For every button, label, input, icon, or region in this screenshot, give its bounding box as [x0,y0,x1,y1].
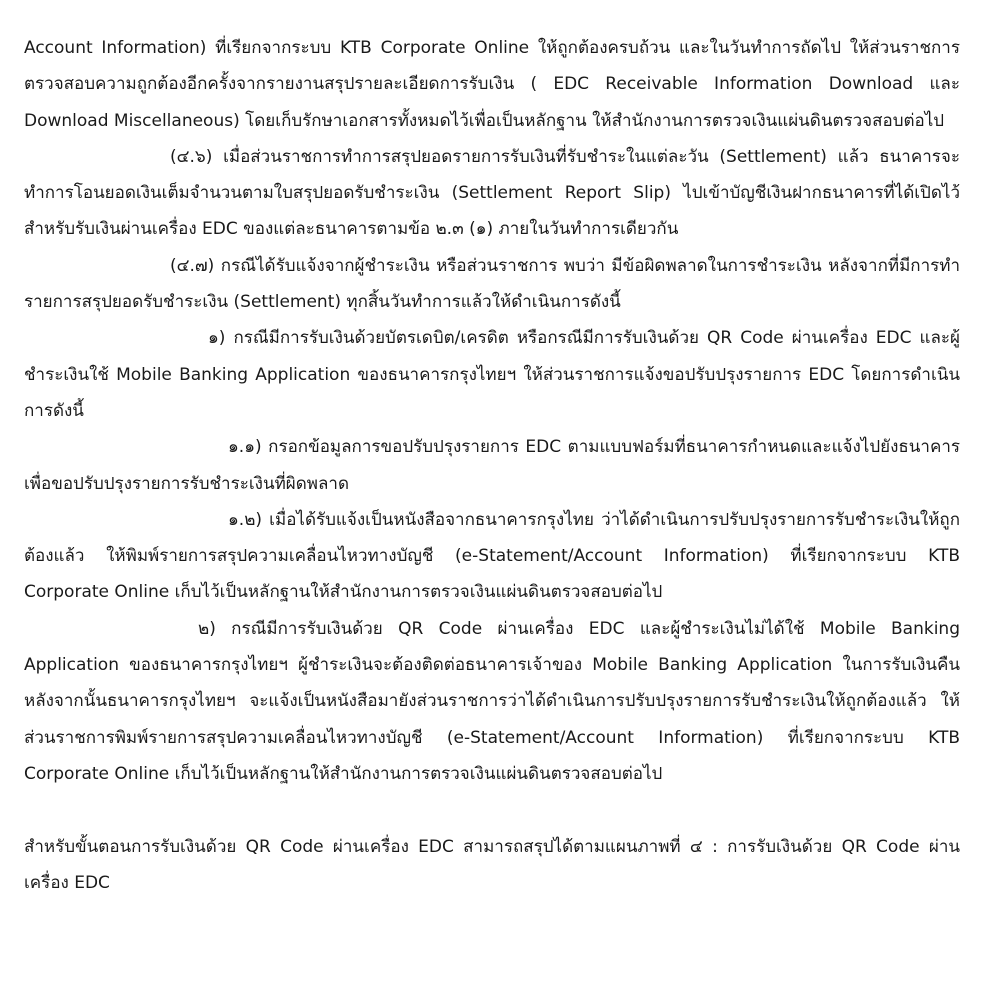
paragraph-4-6: (๔.๖) เมื่อส่วนราชการทำการสรุปยอดรายการรับเงินที่รับชำระในแต่ละวัน (Settlement) แล้ว ธนาคารจะทำการโอนยอดเงินเต็มจำนวนตามใบสรุปยอดรับชำระเงิน (Settlement Report Slip) ไปเข้าบัญชีเงินฝากธนาคารที่ได้เปิดไว้สำหรับรับเงินผ่านเครื่อง EDC ของแต่ละธนาคารตามข้อ ๒.๓ (๑) ภายในวันทำการเดียวกัน [24,146,960,240]
paragraph-item-1: ๑) กรณีมีการรับเงินด้วยบัตรเดบิต/เครดิต หรือกรณีมีการรับเงินด้วย QR Code ผ่านเครื่อง EDC และผู้ชำระเงินใช้ Mobile Banking Application ของธนาคารกรุงไทยฯ ให้ส่วนราชการแจ้งขอปรับปรุงรายการ EDC โดยการดำเนินการดังนี้ [24,328,960,421]
document-page [24,30,960,901]
paragraph-item-2: ๒) กรณีมีการรับเงินด้วย QR Code ผ่านเครื่อง EDC และผู้ชำระเงินไม่ได้ใช้ Mobile Banking Application ของธนาคารกรุงไทยฯ ผู้ชำระเงินจะต้องติดต่อธนาคารเจ้าของ Mobile Banking Application ในการรับเงินคืน หลังจากนั้นธนาคารกรุงไทยฯ จะแจ้งเป็นหนังสือมายังส่วนราชการว่าได้ดำเนินการปรับปรุงรายการรับชำระเงินให้ถูกต้องแล้ว ให้ส่วนราชการพิมพ์รายการสรุปความเคลื่อนไหวทางบัญชี (e-Statement/Account Information) ที่เรียกจากระบบ KTB Corporate Online เก็บไว้เป็นหลักฐานให้สำนักงานการตรวจเงินแผ่นดินตรวจสอบต่อไป [24,618,960,784]
paragraph-gap [24,792,960,828]
paragraph-summary: สำหรับขั้นตอนการรับเงินด้วย QR Code ผ่านเครื่อง EDC สามารถสรุปได้ตามแผนภาพที่ ๔ : การรับเงินด้วย QR Code ผ่านเครื่อง EDC [24,836,960,893]
paragraph-continuation: Account Information) ที่เรียกจากระบบ KTB Corporate Online ให้ถูกต้องครบถ้วน และในวันทำการถัดไป ให้ส่วนราชการตรวจสอบความถูกต้องอีกครั้งจากรายงานสรุปรายละเอียดการรับเงิน ( EDC Receivable Information Download และ Download Miscellaneous) โดยเก็บรักษาเอกสารทั้งหมดไว้เพื่อเป็นหลักฐาน ให้สำนักงานการตรวจเงินแผ่นดินตรวจสอบต่อไป [24,38,960,131]
paragraph-item-1-2: ๑.๒) เมื่อได้รับแจ้งเป็นหนังสือจากธนาคารกรุงไทย ว่าได้ดำเนินการปรับปรุงรายการรับชำระเงินให้ถูกต้องแล้ว ให้พิมพ์รายการสรุปความเคลื่อนไหวทางบัญชี (e-Statement/Account Information) ที่เรียกจากระบบ KTB Corporate Online เก็บไว้เป็นหลักฐานให้สำนักงานการตรวจเงินแผ่นดินตรวจสอบต่อไป [24,509,960,603]
paragraph-4-7: (๔.๗) กรณีได้รับแจ้งจากผู้ชำระเงิน หรือส่วนราชการ พบว่า มีข้อผิดพลาดในการชำระเงิน หลังจากที่มีการทำรายการสรุปยอดรับชำระเงิน (Settlement) ทุกสิ้นวันทำการแล้วให้ดำเนินการดังนี้ [24,255,960,313]
paragraph-item-1-1: ๑.๑) กรอกข้อมูลการขอปรับปรุงรายการ EDC ตามแบบฟอร์มที่ธนาคารกำหนดและแจ้งไปยังธนาคารเพื่อขอปรับปรุงรายการรับชำระเงินที่ผิดพลาด [24,437,960,494]
